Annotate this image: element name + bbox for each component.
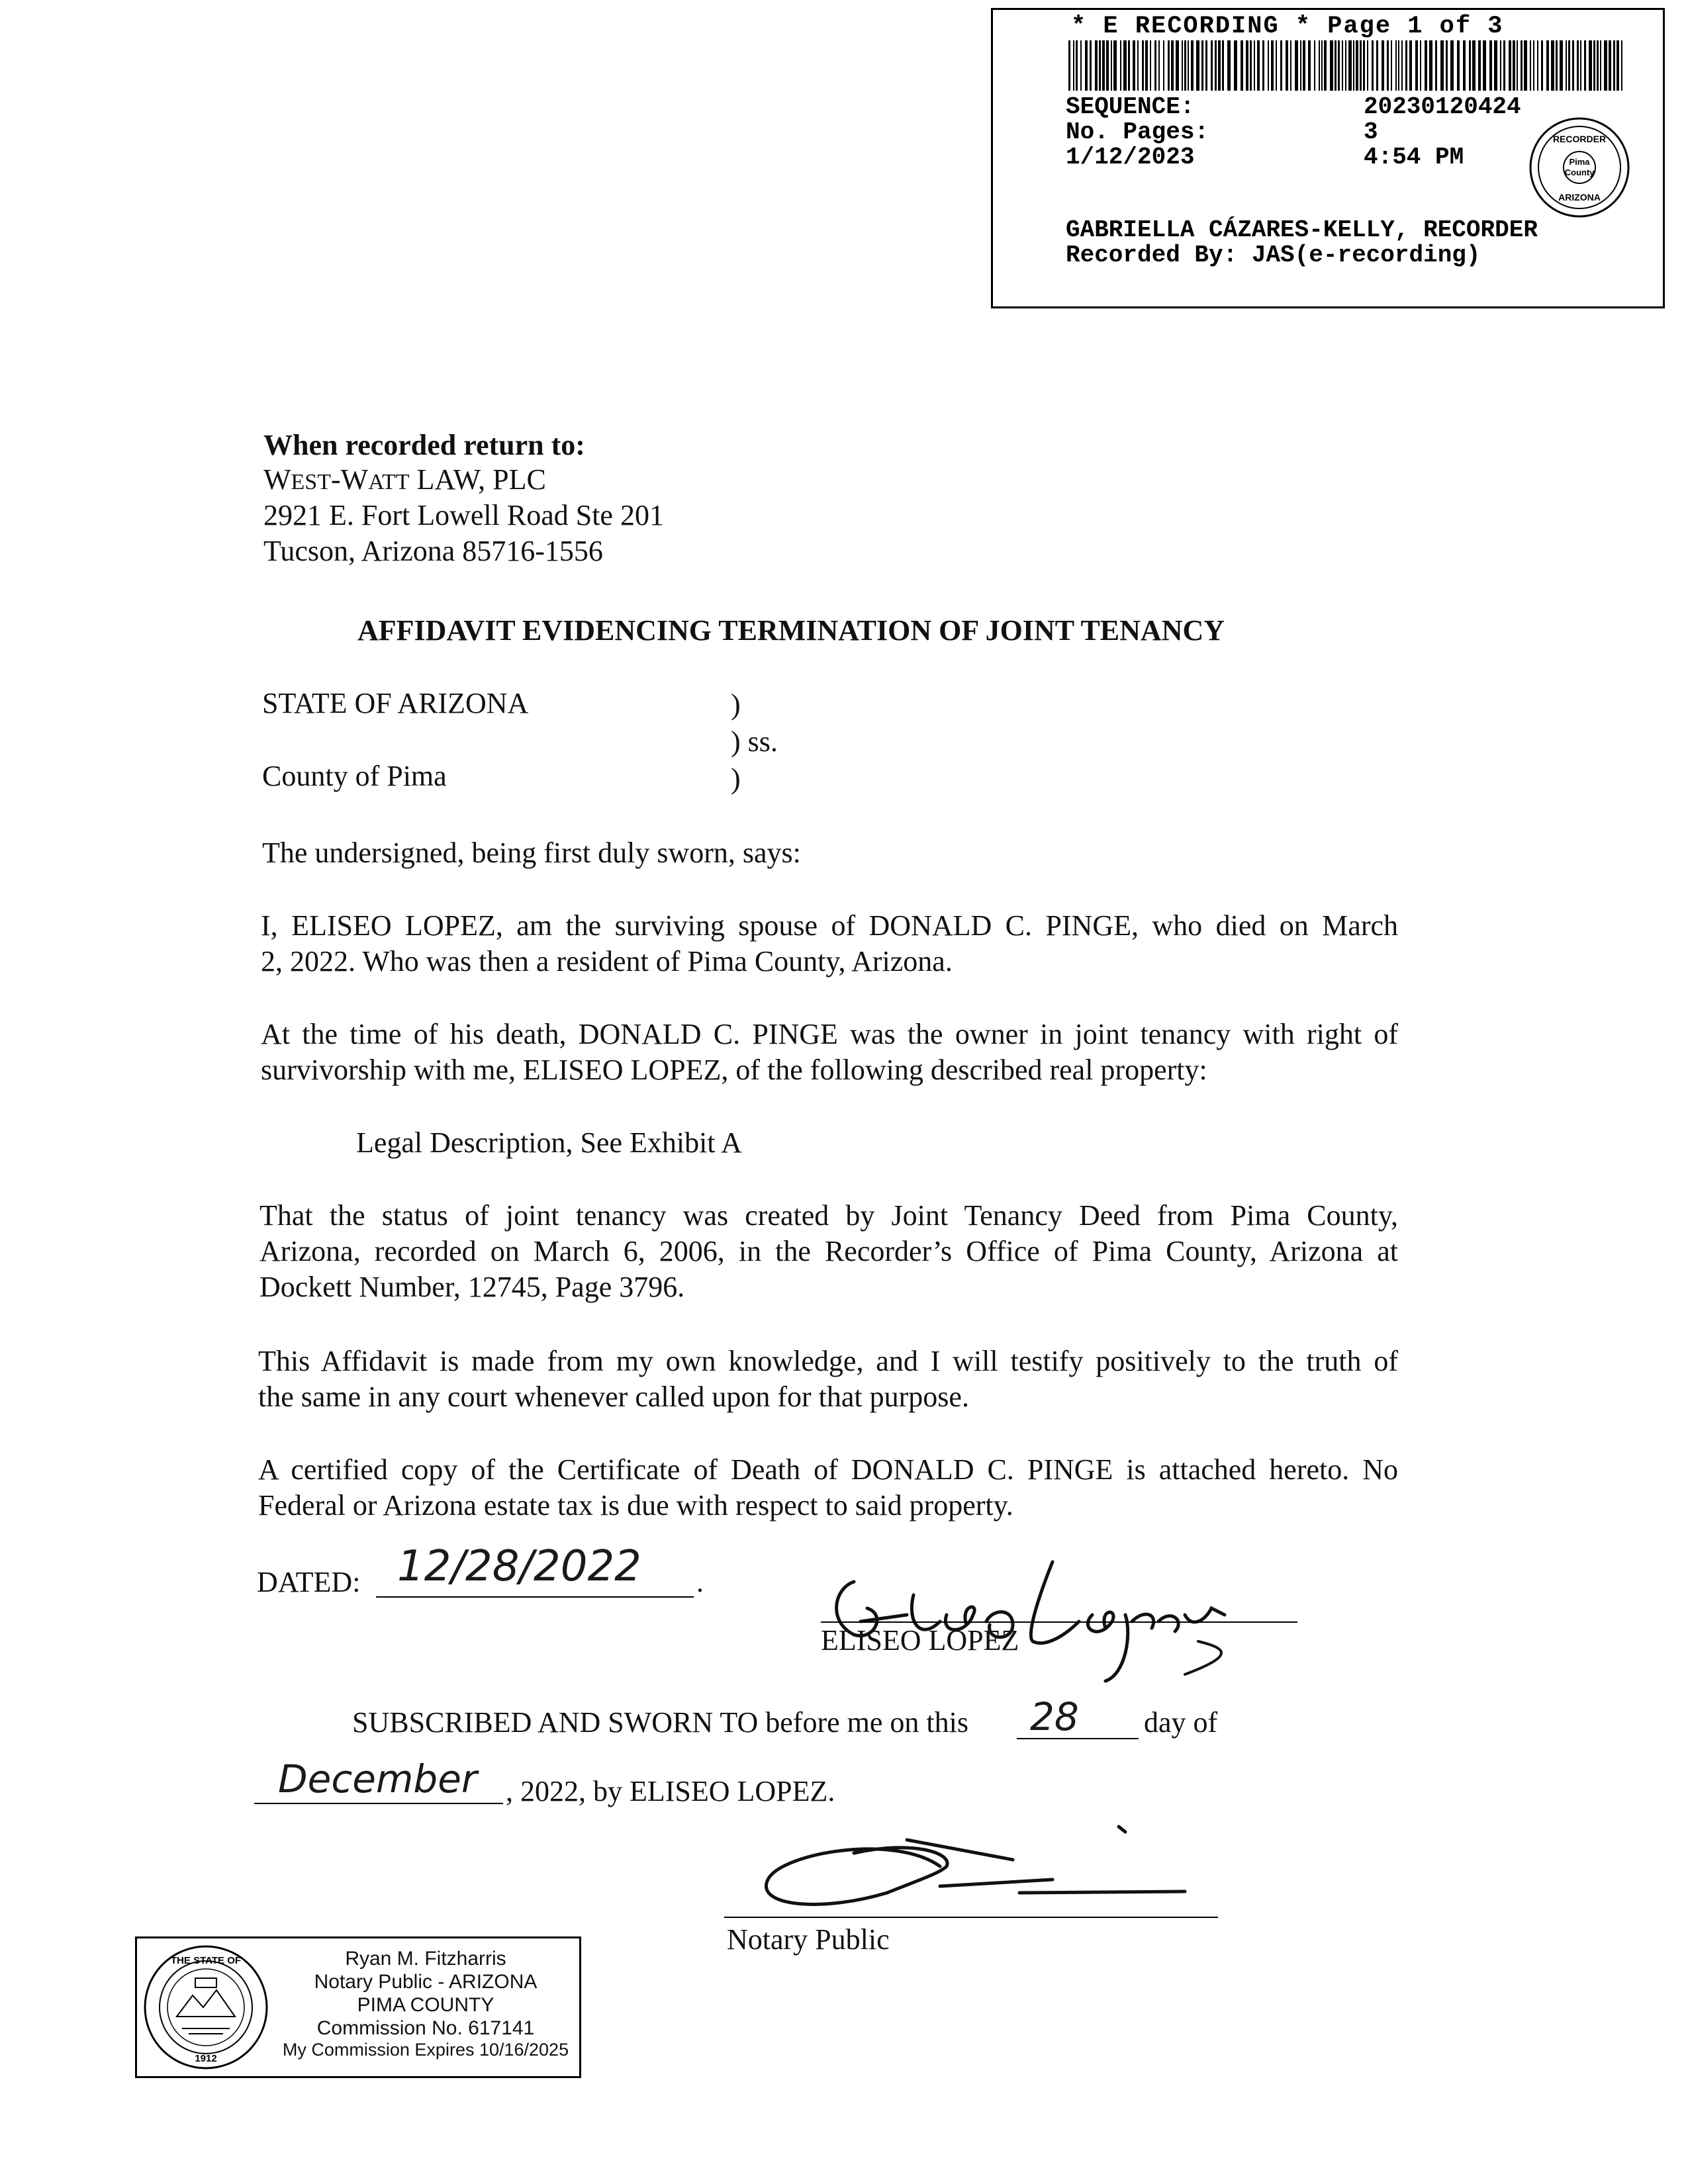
- jurat-day-handwritten: 28: [1030, 1694, 1079, 1739]
- notary-title: Notary Public - ARIZONA: [314, 1971, 538, 1993]
- notary-commission: Commission No. 617141: [316, 2017, 535, 2039]
- dated-period: .: [696, 1566, 704, 1598]
- dated-handwritten: 12/28/2022: [397, 1542, 641, 1591]
- jurat-line1-after: day of: [1144, 1706, 1218, 1739]
- signer-name: ELISEO LOPEZ: [821, 1624, 1019, 1657]
- paragraph-4-line-2: the same in any court whenever called upon for that purpose.: [258, 1381, 969, 1413]
- paragraph-2-line-2: survivorship with me, ELISEO LOPEZ, of the following described real property:: [261, 1054, 1207, 1086]
- recording-time: 4:54 PM: [1364, 144, 1464, 171]
- paragraph-4-line-1: This Affidavit is made from my own knowledge, and I will testify positively to the truth of: [258, 1345, 1398, 1377]
- svg-text:ARIZONA: ARIZONA: [1558, 192, 1601, 203]
- venue-state: STATE OF ARIZONA: [262, 687, 529, 719]
- signer-signature-icon: [814, 1542, 1251, 1694]
- venue-paren-top: ): [731, 688, 741, 721]
- svg-text:Pima: Pima: [1569, 157, 1590, 167]
- recording-stamp-header: * E RECORDING * Page 1 of 3: [1071, 13, 1504, 40]
- paragraph-5-line-1: A certified copy of the Certificate of Death of DONALD C. PINGE is attached hereto. No: [258, 1453, 1398, 1486]
- sequence-value: 20230120424: [1364, 93, 1521, 120]
- notary-county: PIMA COUNTY: [357, 1994, 494, 2016]
- pages-label: No. Pages:: [1066, 118, 1209, 146]
- venue-county: County of Pima: [262, 760, 447, 792]
- notary-signature-line: [724, 1917, 1218, 1918]
- return-to-address-line2: Tucson, Arizona 85716-1556: [263, 535, 603, 567]
- dated-label: DATED:: [257, 1566, 361, 1598]
- arizona-state-seal-icon: [142, 1944, 269, 2071]
- notary-stamp: [135, 1936, 581, 2078]
- recorder-name: GABRIELLA CÁZARES-KELLY, RECORDER: [1066, 216, 1538, 244]
- notary-signature-icon: [722, 1813, 1198, 1919]
- dated-line: [376, 1596, 694, 1598]
- paragraph-1-line-2: 2, 2022. Who was then a resident of Pima County, Arizona.: [261, 945, 953, 978]
- jurat-month-handwritten: December: [278, 1756, 477, 1801]
- paragraph-3-line-3: Dockett Number, 12745, Page 3796.: [259, 1271, 685, 1303]
- notary-public-label: Notary Public: [727, 1923, 890, 1956]
- document-title: AFFIDAVIT EVIDENCING TERMINATION OF JOINT TENANCY: [357, 614, 1225, 647]
- sequence-label: SEQUENCE:: [1066, 93, 1195, 120]
- recording-stamp: [991, 8, 1665, 308]
- svg-text:RECORDER: RECORDER: [1552, 134, 1607, 144]
- recording-date: 1/12/2023: [1066, 144, 1195, 171]
- venue-paren-bottom: ): [731, 762, 741, 795]
- jurat-line1-before: SUBSCRIBED AND SWORN TO before me on this: [352, 1706, 968, 1739]
- return-to-address-line1: 2921 E. Fort Lowell Road Ste 201: [263, 499, 664, 531]
- paragraph-1-line-1: I, ELISEO LOPEZ, am the surviving spouse of DONALD C. PINGE, who died on March: [261, 909, 1398, 942]
- svg-text:1912: 1912: [195, 2053, 217, 2064]
- county-recorder-seal-icon: [1528, 116, 1631, 219]
- jurat-month-line: [254, 1803, 503, 1804]
- pages-value: 3: [1364, 118, 1378, 146]
- paragraph-2-line-1: At the time of his death, DONALD C. PINGE was the owner in joint tenancy with right of: [261, 1018, 1398, 1050]
- paragraph-3-line-1: That the status of joint tenancy was created by Joint Tenancy Deed from Pima County,: [259, 1199, 1398, 1232]
- jurat-line2-after: , 2022, by ELISEO LOPEZ.: [506, 1775, 835, 1807]
- paragraph-5-line-2: Federal or Arizona estate tax is due with respect to said property.: [258, 1489, 1013, 1522]
- notary-name: Ryan M. Fitzharris: [345, 1948, 506, 1970]
- barcode: [1068, 40, 1624, 91]
- venue-ss: ) ss.: [731, 725, 778, 758]
- legal-description: Legal Description, See Exhibit A: [356, 1126, 742, 1159]
- notary-expiration: My Commission Expires 10/16/2025: [282, 2040, 569, 2060]
- recorded-by: Recorded By: JAS(e-recording): [1066, 242, 1481, 269]
- svg-text:THE STATE OF: THE STATE OF: [170, 1955, 242, 1966]
- return-to-heading: When recorded return to:: [263, 429, 585, 461]
- svg-text:County: County: [1564, 167, 1595, 177]
- return-to-firm: WEST-WATT LAW, PLC: [263, 463, 546, 496]
- paragraph-3-line-2: Arizona, recorded on March 6, 2006, in the Recorder’s Office of Pima County, Arizona at: [259, 1235, 1398, 1267]
- intro-statement: The undersigned, being first duly sworn, says:: [262, 837, 801, 869]
- jurat-day-line: [1017, 1738, 1139, 1739]
